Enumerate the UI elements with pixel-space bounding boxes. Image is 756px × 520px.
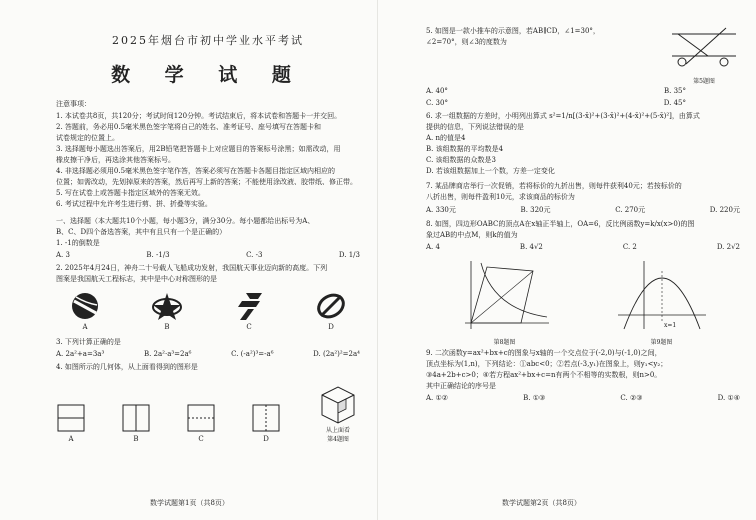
option-a: A. n的值是4 bbox=[426, 134, 466, 142]
emblem-b-icon bbox=[151, 291, 183, 321]
option-b: B. ①③ bbox=[523, 394, 546, 402]
view-direction-label: 从上面看 bbox=[325, 427, 350, 434]
option-a: A. 4 bbox=[426, 243, 440, 251]
option-b: B. 320元 bbox=[520, 206, 551, 214]
page-right bbox=[378, 0, 756, 520]
question-6 bbox=[426, 111, 740, 133]
note-line: 位置；如需改动，先划掉原来的答案，然后再写上新的答案；不能使用涂改液、胶带纸、修正带。 bbox=[56, 178, 357, 186]
note-line: 1. 本试卷共8页，共120分；考试时间120分钟。考试结束后，将本试卷和答题卡一并交回。 bbox=[56, 112, 342, 120]
figure-label: B bbox=[164, 323, 170, 331]
question-7-line: 八折出售，则每件盈利10元，求该商品的标价为 bbox=[426, 193, 575, 201]
question-5-options-2 bbox=[426, 99, 686, 107]
question-9-line: 9. 二次函数y=ax²+bx+c的图象与x轴的一个交点位于(-2,0)与(-1,0)之间， bbox=[426, 349, 662, 357]
figure-9 bbox=[614, 257, 710, 346]
question-5 bbox=[426, 26, 600, 48]
option-c: C. -3 bbox=[246, 251, 263, 259]
subject-title: 数 学 试 题 bbox=[111, 64, 305, 86]
figure-8-graph bbox=[457, 257, 553, 333]
emblem-c-icon bbox=[234, 291, 264, 321]
option-c: C. (-a²)³=-a⁶ bbox=[231, 350, 274, 358]
question-8-line: 8. 如图，四边形OABC的顶点A在x轴正半轴上，OA=6，反比例函数y=k/x(x>0)的图 bbox=[426, 220, 695, 228]
note-line: 2. 答题前，务必用0.5毫米黑色签字笔将自己的姓名、准考证号、座号填写在答题卡和 bbox=[56, 123, 322, 131]
option-d: D. 2√2 bbox=[716, 243, 740, 251]
note-line: 5. 写在试卷上或答题卡指定区域外的答案无效。 bbox=[56, 189, 205, 197]
figure-b bbox=[142, 291, 192, 331]
figure-c bbox=[224, 291, 274, 331]
section-1-line: B、C、D四个备选答案，其中有且只有一个是正确的） bbox=[56, 228, 227, 236]
emblem-a-icon bbox=[70, 291, 100, 321]
question-2-figures bbox=[60, 291, 356, 331]
view-b bbox=[121, 403, 151, 443]
figure-label: C bbox=[246, 323, 252, 331]
page-footer-right: 数学试题第2页（共8页） bbox=[502, 499, 581, 507]
view-c-shape bbox=[186, 403, 216, 433]
note-line: 3. 选择题每小题选出答案后，用2B铅笔把答题卡上对应题目的答案标号涂黑；如需改动，用 bbox=[56, 145, 341, 153]
view-a bbox=[56, 403, 86, 443]
view-label: C bbox=[198, 435, 204, 443]
notes-block bbox=[56, 111, 360, 210]
note-line: 6. 考试过程中允许考生进行剪、拼、折叠等实验。 bbox=[56, 200, 212, 208]
section-1-header bbox=[56, 216, 360, 238]
question-9-line: 其中正确结论的序号是 bbox=[426, 382, 496, 390]
cart-diagram bbox=[668, 26, 740, 72]
figure-5-caption: 第5题图 bbox=[693, 78, 715, 85]
figure-label: D bbox=[328, 323, 334, 331]
question-7-options bbox=[426, 205, 740, 215]
solid-figure bbox=[316, 381, 360, 443]
view-d bbox=[251, 403, 281, 443]
figure-label: A bbox=[82, 323, 88, 331]
question-2-line: 2. 2025年4月24日，神舟二十号载人飞船成功发射，我国航天事业迈向新的高度。下列 bbox=[56, 264, 328, 272]
note-line: 橡皮擦干净后，再选涂其他答案标号。 bbox=[56, 156, 175, 164]
question-6-line: 提供的信息，下列说法错误的是 bbox=[426, 123, 524, 131]
page-footer-left: 数学试题第1页（共8页） bbox=[150, 499, 229, 507]
question-7-line: 7. 某品牌商店举行一次促销，若将标价的九折出售，则每件获利40元；若按标价的 bbox=[426, 182, 682, 190]
note-line: 4. 非选择题必须用0.5毫米黑色签字笔作答，答案必须写在答题卡各题目指定区域内相应的 bbox=[56, 167, 336, 175]
figure-9-graph bbox=[614, 257, 710, 333]
figure-8-caption: 第8题图 bbox=[493, 339, 516, 346]
option-b: B. -1/3 bbox=[146, 251, 170, 259]
view-c bbox=[186, 403, 216, 443]
question-4: 4. 如图所示的几何体，从上面看得到的图形是 bbox=[56, 363, 198, 371]
question-4-figures bbox=[56, 381, 360, 443]
option-d: D. 45° bbox=[663, 99, 686, 107]
figure-4-caption: 第4题图 bbox=[327, 436, 349, 443]
exam-title: 2025年烟台市初中学业水平考试 bbox=[112, 34, 304, 47]
note-line: 试卷规定的位置上。 bbox=[56, 134, 119, 142]
option-d: D. 220元 bbox=[709, 206, 740, 214]
emblem-d-icon bbox=[315, 291, 347, 321]
question-2 bbox=[56, 263, 360, 285]
question-7 bbox=[426, 181, 740, 203]
solid-shape bbox=[316, 381, 360, 425]
option-b: B. 4√2 bbox=[519, 243, 543, 251]
question-3: 3. 下列计算正确的是 bbox=[56, 338, 121, 346]
figure-5 bbox=[668, 26, 740, 85]
question-5-line: ∠2=70°，则∠3的度数为 bbox=[426, 38, 507, 46]
view-a-shape bbox=[56, 403, 86, 433]
figure-d bbox=[306, 291, 356, 331]
axis-of-symmetry-label: x=1 bbox=[663, 322, 676, 329]
question-3-options bbox=[56, 350, 360, 358]
option-a: A. 3 bbox=[56, 251, 70, 259]
question-9-options bbox=[426, 394, 740, 402]
figures-8-9 bbox=[426, 257, 740, 346]
question-8-options bbox=[426, 243, 740, 251]
option-c: C. 2 bbox=[622, 243, 637, 251]
view-b-shape bbox=[121, 403, 151, 433]
question-5-row bbox=[426, 26, 740, 85]
question-9 bbox=[426, 348, 740, 392]
question-5-line: 5. 如图是一款小推车的示意图，若AB∥CD，∠1=30°， bbox=[426, 27, 600, 35]
option-d: D. ①④ bbox=[717, 394, 740, 402]
option-a: A. ①② bbox=[426, 394, 449, 402]
question-6-options bbox=[426, 133, 740, 177]
view-label: D bbox=[263, 435, 269, 443]
question-9-line: ③4a+2b+c>0；④若方程ax²+bx+c=n有两个不相等的实数根，则n>0。 bbox=[426, 371, 662, 379]
question-1-options bbox=[56, 251, 360, 259]
figure-8 bbox=[457, 257, 553, 346]
option-c: C. 该组数据的众数是3 bbox=[426, 156, 497, 164]
figure-a bbox=[60, 291, 110, 331]
option-c: C. ②③ bbox=[620, 394, 643, 402]
question-6-line: 6. 求一组数据的方差时，小明列出算式 s²=1/n[(3-x̄)²+(3-x̄)²+(4-x̄)²+(5-x̄)²]，由算式 bbox=[426, 112, 700, 120]
figure-9-caption: 第9题图 bbox=[650, 339, 673, 346]
section-1-line: 一、选择题（本大题共10个小题，每小题3分，满分30分。每小题都给出标号为A、 bbox=[56, 217, 315, 225]
question-9-line: 顶点坐标为(1,n)，下列结论：①abc<0；②若点(-3,y₁)在图象上，则y₁<y₂； bbox=[426, 360, 668, 368]
question-8-line: 象过AB的中点M，则k的值为 bbox=[426, 231, 518, 239]
option-a: A. 2a²+a=3a³ bbox=[56, 350, 105, 358]
notes-heading: 注意事项： bbox=[56, 100, 91, 108]
question-8 bbox=[426, 219, 740, 241]
option-d: D. 若该组数据加上一个数，方差一定变化 bbox=[426, 167, 555, 175]
option-a: A. 40° bbox=[426, 87, 448, 95]
option-b: B. 2a²·a³=2a⁶ bbox=[143, 350, 192, 358]
option-a: A. 330元 bbox=[426, 206, 456, 214]
option-b: B. 该组数据的平均数是4 bbox=[426, 145, 504, 153]
option-d: D. (2a²)²=2a⁴ bbox=[313, 350, 360, 358]
option-c: C. 270元 bbox=[615, 206, 646, 214]
question-1: 1. -1的倒数是 bbox=[56, 239, 100, 247]
view-label: A bbox=[68, 435, 74, 443]
question-5-options bbox=[426, 87, 686, 95]
option-b: B. 35° bbox=[663, 87, 686, 95]
view-label: B bbox=[133, 435, 139, 443]
view-d-shape bbox=[251, 403, 281, 433]
option-d: D. 1/3 bbox=[338, 251, 360, 259]
option-c: C. 30° bbox=[426, 99, 448, 107]
question-2-line: 图案是我国航天工程标志，其中是中心对称图形的是 bbox=[56, 275, 217, 283]
